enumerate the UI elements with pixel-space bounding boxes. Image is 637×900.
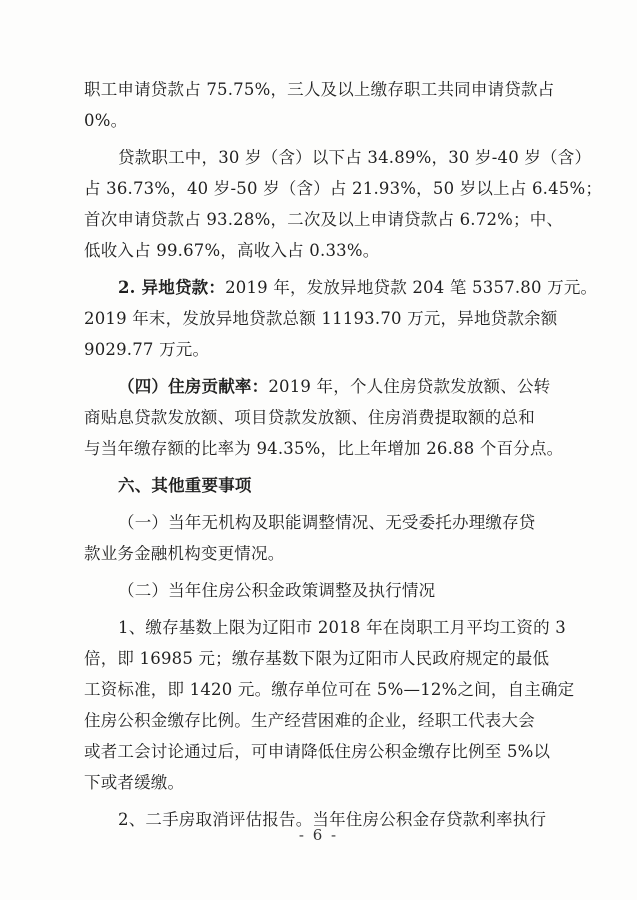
paragraph-line: 2019 年末，发放异地贷款总额 11193.70 万元，异地贷款余额: [84, 309, 558, 328]
paragraph-line: （一）当年无机构及职能调整情况、无受委托办理缴存贷: [118, 513, 536, 532]
remote-loan-heading: 2. 异地贷款：: [118, 278, 226, 297]
paragraph-line: 贷款职工中，30 岁（含）以下占 34.89%，30 岁-40 岁（含）: [118, 148, 592, 167]
paragraph-line: 低收入占 99.67%，高收入占 0.33%。: [84, 241, 380, 260]
paragraph-text: 2019 年，个人住房贷款发放额、公转: [268, 377, 551, 396]
paragraph-line: 1、缴存基数上限为辽阳市 2018 年在岗职工月平均工资的 3: [118, 618, 566, 637]
paragraph-line: 9029.77 万元。: [84, 340, 210, 359]
paragraph-line: 倍，即 16985 元；缴存基数下限为辽阳市人民政府规定的最低: [84, 649, 550, 668]
subsection-title: （二）当年住房公积金政策调整及执行情况: [118, 581, 436, 600]
paragraph-line: 0%。: [84, 111, 128, 130]
paragraph-line: [84, 272, 598, 303]
contribution-rate-heading: （四）住房贡献率：: [118, 377, 269, 396]
paragraph-line: 与当年缴存额的比率为 94.35%，比上年增加 26.88 个百分点。: [84, 439, 564, 458]
paragraph-line: 商贴息贷款发放额、项目贷款发放额、住房消费提取额的总和: [84, 408, 535, 427]
paragraph-line: 首次申请贷款占 93.28%，二次及以上申请贷款占 6.72%；中、: [84, 210, 564, 229]
paragraph-line: 2、二手房取消评估报告。当年住房公积金存贷款利率执行: [118, 810, 547, 829]
page-number: - 6 -: [298, 826, 339, 844]
document-body: [84, 74, 603, 835]
paragraph-line: 工资标准，即 1420 元。缴存单位可在 5%—12%之间，自主确定: [84, 680, 575, 699]
paragraph-line: 下或者缓缴。: [84, 773, 185, 792]
paragraph-text: 2019 年，发放异地贷款 204 笔 5357.80 万元。: [225, 278, 598, 297]
paragraph-line: 或者工会讨论通过后，可申请降低住房公积金缴存比例至 5%以: [84, 742, 551, 761]
section-heading: 六、其他重要事项: [118, 476, 252, 495]
paragraph-line: [84, 371, 571, 402]
paragraph-line: 款业务金融机构变更情况。: [84, 544, 285, 563]
paragraph-line: 职工申请贷款占 75.75%，三人及以上缴存职工共同申请贷款占: [84, 80, 555, 99]
paragraph-line: 占 36.73%，40 岁-50 岁（含）占 21.93%，50 岁以上占 6.45%；: [84, 179, 603, 198]
paragraph-line: 住房公积金缴存比例。生产经营困难的企业，经职工代表大会: [84, 711, 535, 730]
